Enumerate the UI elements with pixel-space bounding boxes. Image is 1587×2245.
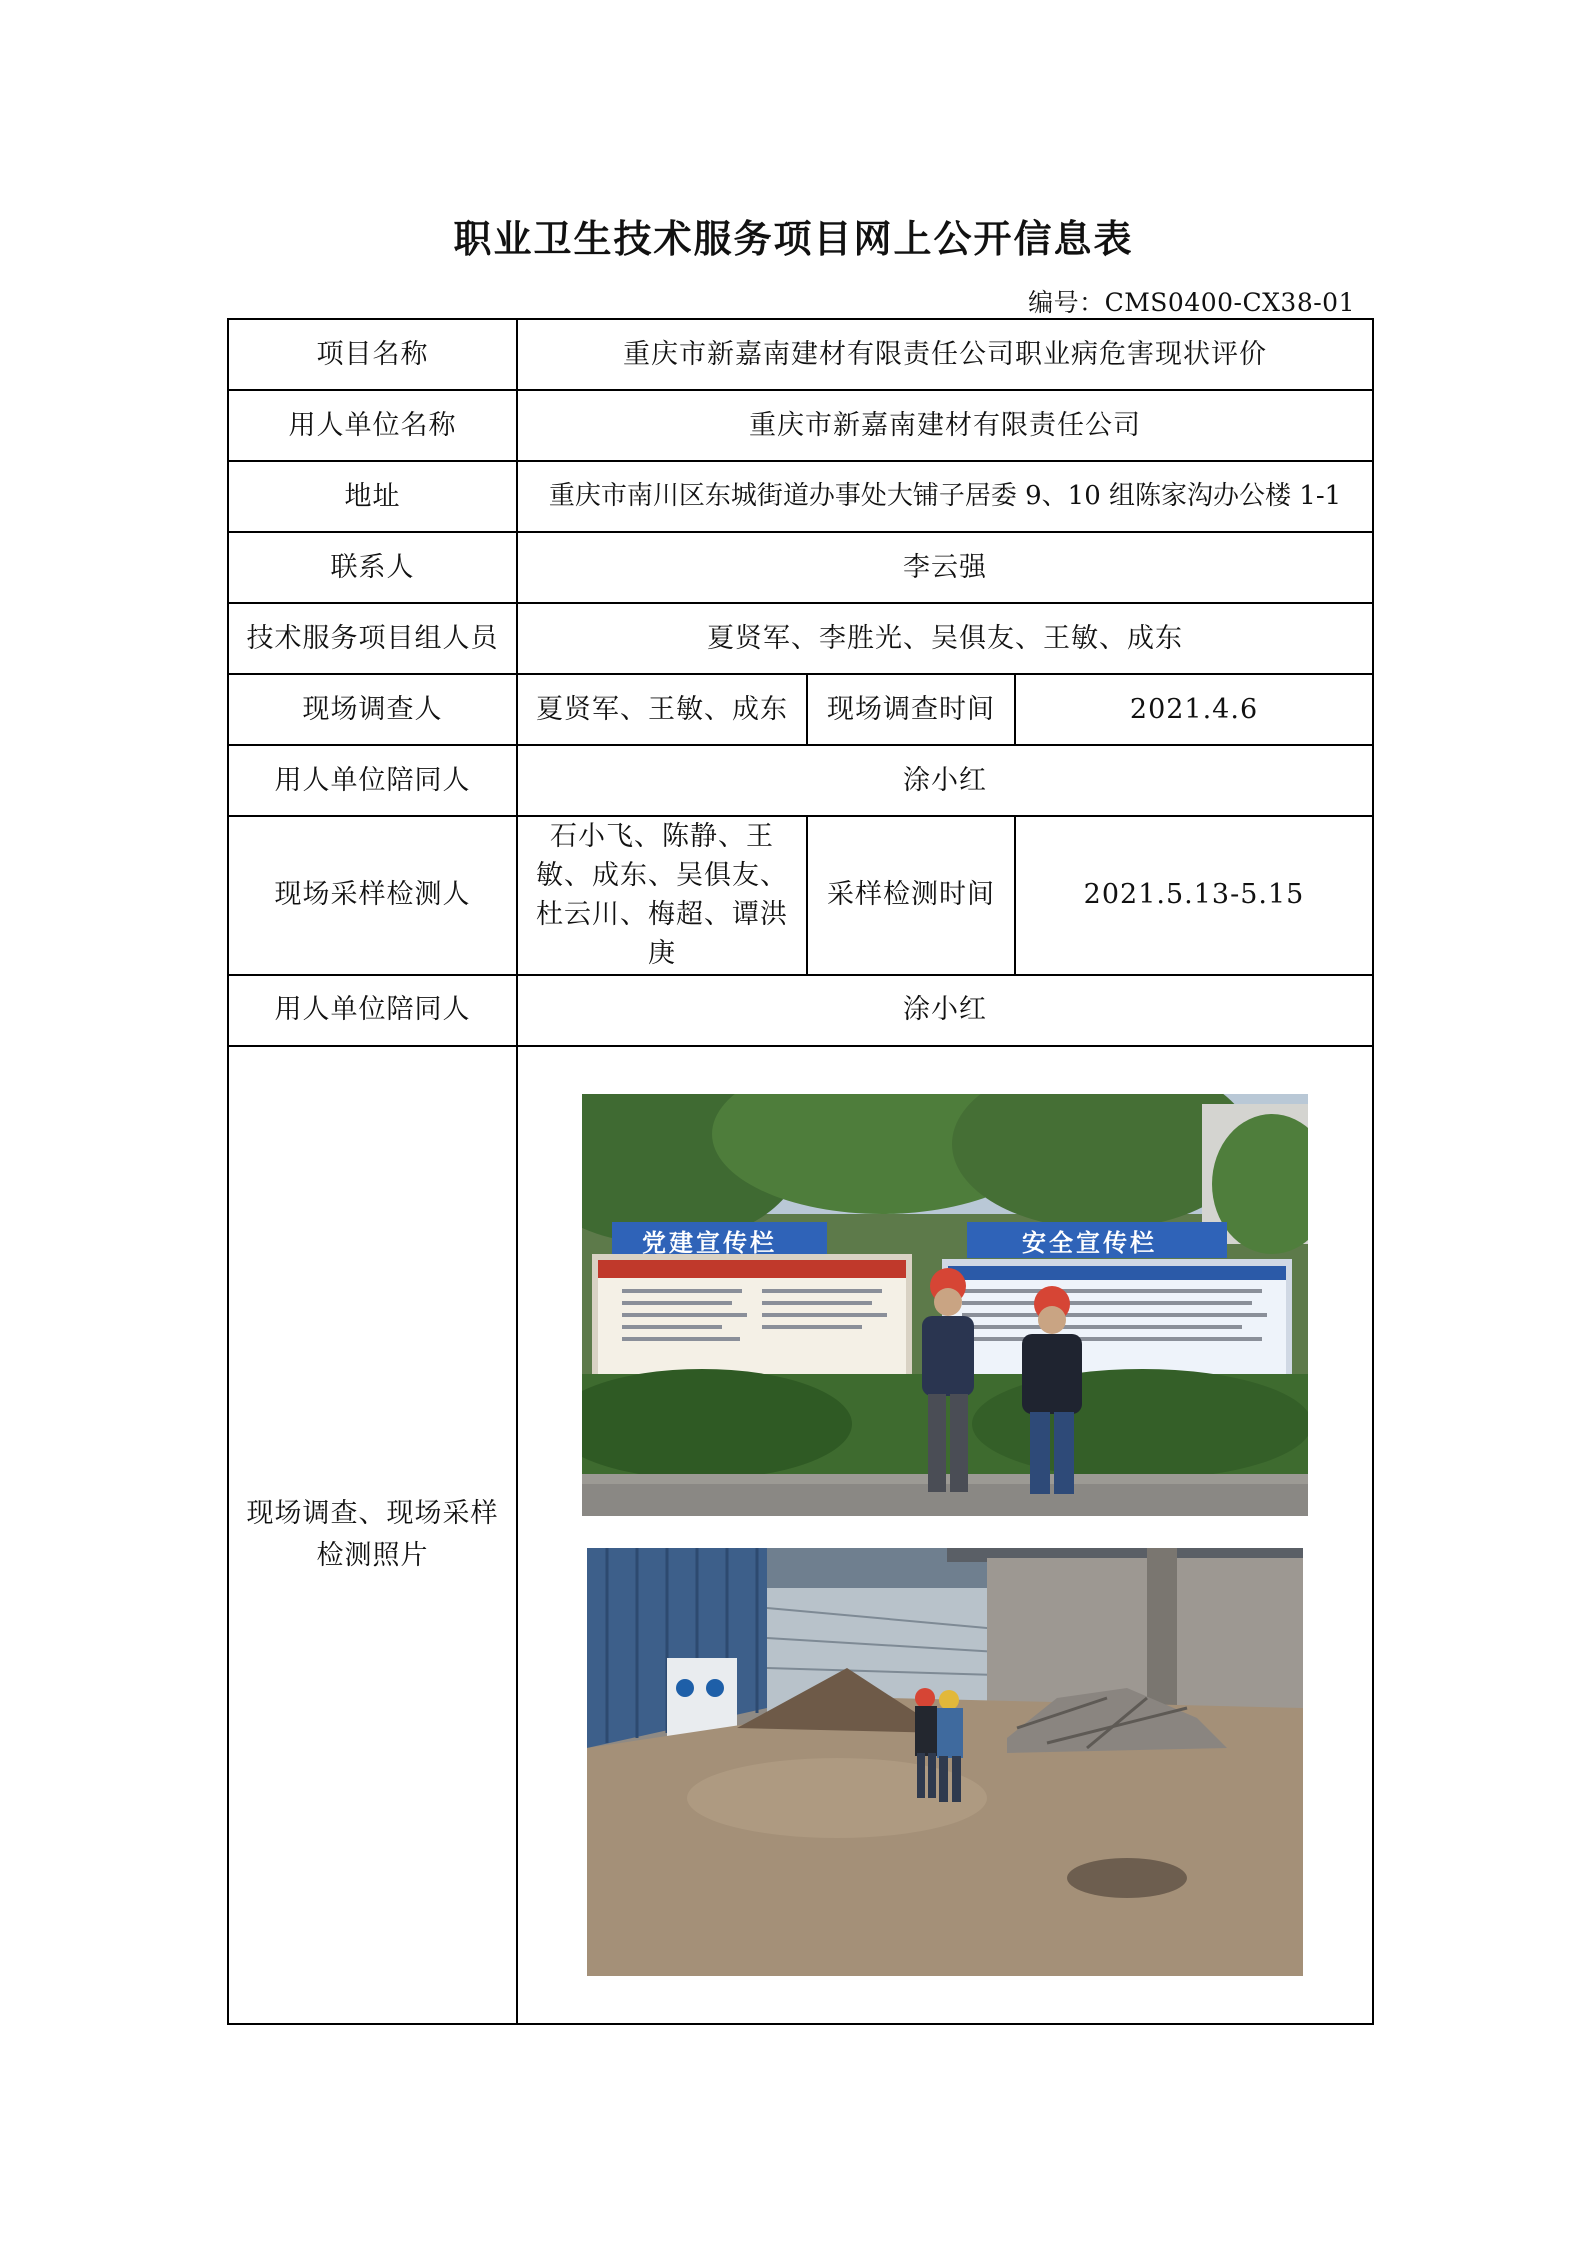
survey-person-label: 现场调查人 [228, 674, 517, 745]
photos-cell [517, 1046, 1373, 2024]
contact-value: 李云强 [517, 532, 1373, 603]
escort-value: 涂小红 [517, 975, 1373, 1046]
board-caption-right: 安全宣传栏 [1022, 1228, 1157, 1257]
project-name-value: 重庆市新嘉南建材有限责任公司职业病危害现状评价 [517, 319, 1373, 390]
table-row [228, 532, 1373, 603]
site-sampling-photo-image [587, 1548, 1303, 1976]
site-sampling-photo [587, 1548, 1303, 1976]
document-title: 职业卫生技术服务项目网上公开信息表 [453, 216, 1134, 261]
document-number: 编号：CMS0400-CX38-01 [1028, 288, 1355, 317]
table-row [228, 745, 1373, 816]
table-row [228, 319, 1373, 390]
survey-time-label: 现场调查时间 [807, 674, 1015, 745]
address-label: 地址 [228, 461, 517, 532]
survey-time-value: 2021.4.6 [1015, 674, 1373, 745]
table-row [228, 975, 1373, 1046]
table-row [228, 1046, 1373, 2024]
escort-label: 用人单位陪同人 [228, 975, 517, 1046]
table-row [228, 603, 1373, 674]
site-survey-photo [582, 1094, 1308, 1516]
photos-label: 现场调查、现场采样检测照片 [228, 1046, 517, 2024]
sampling-time-value: 2021.5.13-5.15 [1015, 816, 1373, 975]
table-row [228, 390, 1373, 461]
table-row [228, 816, 1373, 975]
address-value: 重庆市南川区东城街道办事处大铺子居委 9、10 组陈家沟办公楼 1-1 [517, 461, 1373, 532]
sampling-person-value: 石小飞、陈静、王敏、成东、吴俱友、杜云川、梅超、谭洪庚 [517, 816, 807, 975]
info-table [227, 318, 1374, 2025]
employer-label: 用人单位名称 [228, 390, 517, 461]
project-name-label: 项目名称 [228, 319, 517, 390]
sampling-person-label: 现场采样检测人 [228, 816, 517, 975]
site-survey-photo-image [582, 1094, 1308, 1516]
survey-person-value: 夏贤军、王敏、成东 [517, 674, 807, 745]
sampling-time-label: 采样检测时间 [807, 816, 1015, 975]
contact-label: 联系人 [228, 532, 517, 603]
escort-label: 用人单位陪同人 [228, 745, 517, 816]
escort-value: 涂小红 [517, 745, 1373, 816]
table-row [228, 674, 1373, 745]
team-label: 技术服务项目组人员 [228, 603, 517, 674]
board-caption-left: 党建宣传栏 [642, 1228, 777, 1257]
table-row [228, 461, 1373, 532]
team-value: 夏贤军、李胜光、吴俱友、王敏、成东 [517, 603, 1373, 674]
employer-value: 重庆市新嘉南建材有限责任公司 [517, 390, 1373, 461]
